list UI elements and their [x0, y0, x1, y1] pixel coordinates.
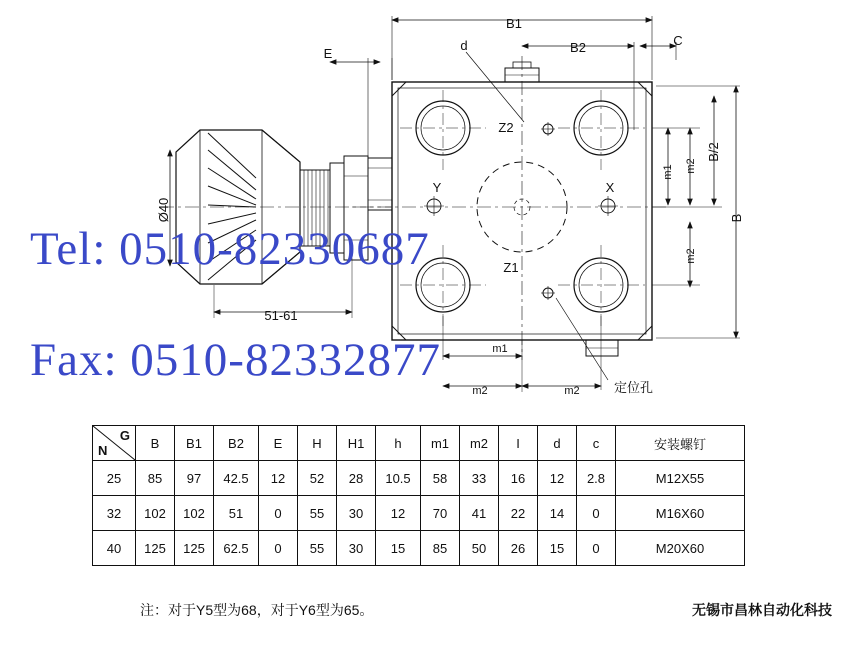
dim-label-d: d	[460, 38, 468, 53]
table-header-ng-n: N	[98, 443, 108, 458]
table-cell: 28	[337, 461, 376, 496]
table-cell: 42.5	[214, 461, 259, 496]
table-cell: 0	[577, 531, 616, 566]
dim-label-m2-bottom-left: m2	[472, 385, 488, 397]
table-cell: 50	[460, 531, 499, 566]
table-cell-ng-25: 25	[93, 461, 136, 496]
table-row	[93, 496, 745, 531]
dim-label-b-half: B/2	[706, 142, 721, 162]
dim-label-b: B	[729, 213, 744, 223]
table-cell: 62.5	[214, 531, 259, 566]
dim-label-b1: B1	[506, 16, 522, 31]
table-cell: 102	[175, 496, 214, 531]
table-cell: 2.8	[577, 461, 616, 496]
table-header-m1: m1	[421, 426, 460, 461]
watermark-fax: Fax: 0510-82332877	[30, 334, 441, 386]
table-header-m2: m2	[460, 426, 499, 461]
table-cell: 52	[298, 461, 337, 496]
dim-label-c: C	[673, 33, 683, 48]
table-cell: 15	[538, 531, 577, 566]
table-header-ng	[93, 426, 136, 461]
table-cell: 14	[538, 496, 577, 531]
table-cell: 125	[175, 531, 214, 566]
table-cell: 12	[376, 496, 421, 531]
table-cell: 30	[337, 531, 376, 566]
table-cell: 102	[136, 496, 175, 531]
table-cell-ng-32: 32	[93, 496, 136, 531]
table-cell: 41	[460, 496, 499, 531]
spec-table	[92, 425, 745, 566]
table-header-b2: B2	[214, 426, 259, 461]
footer-note: 注：对于Y5型为68，对于Y6型为65。	[140, 602, 374, 618]
table-cell: 55	[298, 531, 337, 566]
table-header-ng-g: G	[119, 428, 130, 443]
dim-label-m2-right-bottom: m2	[685, 248, 697, 264]
table-cell: 12	[538, 461, 577, 496]
table-cell-screw: M12X55	[616, 461, 745, 496]
port-label-x: X	[605, 180, 615, 195]
port-label-z1: Z1	[503, 260, 519, 275]
table-cell: 85	[421, 531, 460, 566]
table-cell: 16	[499, 461, 538, 496]
table-header-b: B	[136, 426, 175, 461]
table-header-h: H	[298, 426, 337, 461]
table-cell: 125	[136, 531, 175, 566]
table-cell: 58	[421, 461, 460, 496]
annotation-locating-hole: 定位孔	[614, 380, 654, 395]
table-header-c: c	[577, 426, 616, 461]
table-header-screw: 安装螺钉	[616, 426, 745, 461]
table-cell: 10.5	[376, 461, 421, 496]
table-cell: 97	[175, 461, 214, 496]
table-cell: 0	[577, 496, 616, 531]
table-cell: 85	[136, 461, 175, 496]
dim-label-m1-bottom: m1	[492, 343, 508, 355]
table-cell: 26	[499, 531, 538, 566]
table-row	[93, 461, 745, 496]
port-label-z2: Z2	[498, 120, 514, 135]
table-header-b1: B1	[175, 426, 214, 461]
dim-label-m2-bottom-right: m2	[564, 385, 580, 397]
table-cell: 51	[214, 496, 259, 531]
table-row	[93, 531, 745, 566]
table-cell: 0	[259, 531, 298, 566]
port-label-y: Y	[432, 180, 442, 195]
table-cell-screw: M20X60	[616, 531, 745, 566]
table-cell: 70	[421, 496, 460, 531]
table-cell: 33	[460, 461, 499, 496]
dim-label-m1-right: m1	[662, 164, 674, 180]
table-header-d: d	[538, 426, 577, 461]
table-header-h1: H1	[337, 426, 376, 461]
dim-label-diameter: Ø40	[156, 197, 171, 223]
dim-label-length-range: 51-61	[264, 308, 298, 323]
dim-label-m2-right-top: m2	[685, 158, 697, 174]
table-cell: 12	[259, 461, 298, 496]
table-header-h-small: h	[376, 426, 421, 461]
table-cell: 22	[499, 496, 538, 531]
dim-label-b2: B2	[570, 40, 586, 55]
table-header-i: I	[499, 426, 538, 461]
table-cell: 55	[298, 496, 337, 531]
table-cell: 0	[259, 496, 298, 531]
table-cell-ng-40: 40	[93, 531, 136, 566]
dim-label-e: E	[323, 46, 333, 61]
table-cell: 15	[376, 531, 421, 566]
watermark-tel: Tel: 0510-82330687	[30, 223, 430, 275]
footer-company: 无锡市昌林自动化科技	[692, 602, 832, 618]
table-cell: 30	[337, 496, 376, 531]
table-cell-screw: M16X60	[616, 496, 745, 531]
table-header-e: E	[259, 426, 298, 461]
table-header-row	[93, 426, 745, 461]
